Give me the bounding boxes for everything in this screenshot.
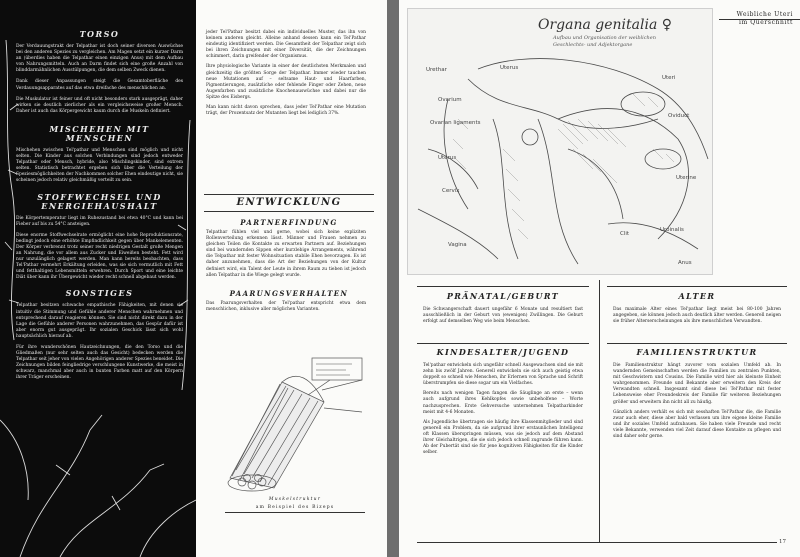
stoffwechsel-heading: STOFFWECHSEL UND ENERGIEHAUSHALT (37, 191, 162, 211)
uterus-cross-section-sketch (408, 9, 712, 274)
torso-paragraph: Der Verdauungstrakt der Telpathar ist doch seiner diversen Auswüchse bei den anderen Spezies zu vergleichen. Am Magen setzt ein kurzer Darm an (überdies haben die Telpathar einen einzigen Anus) mit dem Aufbau von Nahrungsmitteln. Auch an Darm findet sich eine große Anzahl von blinddarmähnlichen Ausstülpungen, die dem selben Zweck dienen. (16, 44, 183, 74)
header-line-2: im Querschnitt (738, 19, 793, 26)
stoffwechsel-paragraph: Die Körpertemperatur liegt im Ruhezustand bei etwa 40°C und kann bei Fieber auf bis zu 54°C ansteigen. (16, 215, 183, 227)
torso-heading: TORSO (79, 29, 120, 39)
sidebar-text (16, 30, 183, 387)
drawing-subtitle-line: Geschlechts- und Adjektorgane (553, 42, 633, 48)
entwicklung-section-title: ENTWICKLUNG (236, 197, 342, 208)
drawing-subtitle-line: Aufbau und Organisation der weiblichen (553, 35, 656, 41)
label-clit: Clit (620, 231, 630, 237)
section-rule (607, 343, 787, 344)
label-uterus: Uterus (500, 65, 519, 71)
body-paragraph: Man kann nicht davon sprechen, dass jeder Tel'Pathar eine Mutation trägt, der Prozentsatz der Mutanten liegt bei lediglich 37%. (206, 105, 366, 117)
section-rule (417, 343, 589, 344)
label-uteri: Uteri (662, 75, 676, 81)
section-rule (204, 194, 374, 195)
column-divider (599, 280, 600, 542)
stoffwechsel-paragraph: Diese enorme Stoffwechselrate ermöglicht eine hohe Reproduktionsrate, bedingt jedoch eine erhöhte Empfindlichkeit gegen über Mankelementen. Der Körper verbrennt trotz seiner recht niedrigen Gestalt große Mengen an Nahrung, die vor allem aus Zucker und Eiweißen besteht. Fett wird nur unzulänglich gelagert werden. Man kann bereits beobachten, dass Tel'Pathar vermehrt Erkältung erleiden, was sie sich vermutlich mit Fett und fetthaltigen Lebensmitteln erwehren. Durch Sport und eine leichte Diät über kann ihr Übergewicht wieder recht schnell abgebaut werden. (16, 232, 183, 281)
kindesalter-heading: KINDESALTER/JUGEND (436, 347, 570, 357)
sonstiges-paragraph: Telpathar besitzen schwache empathische Fähigkeiten, mit denen sie intuitiv die Stimmung und Gefühle anderer Menschen wahrnehmen und entsprechend darauf reagieren können. Sie sind nicht direkt dazu in der Lage die Gefühle anderer Personen wahrzunehmen, das Gespür dafür ist aber enorm gut ausgeprägt. Ihr sozialen Geschick lässt sich wohl hauptsächlich hierauf ab. (16, 303, 183, 339)
label-ovarium: Ovarium (438, 97, 462, 103)
page-number: 17 (779, 539, 786, 545)
label-vagina: Vagina (448, 242, 467, 248)
partnerfindung-text: Telpathar fühlen viel und gerne, wobei sich keine expliziten Rollenverteilung erkennen lässt. Männer und Frauen nehmen zu gleichen Teilen die Kontakte zu erwarten Partnern auf. Beziehungen sind bei wandernden Sippen eher kurzlebige Arrangements, während die Telpathar mit fester Wohnsituation stabile Ehen bevorzugen. Es ist daher anzunehmen, dass die Art der Beziehungen von der Kultur definiert wird, ein Talent der Leute in ihrem Raum zu tieben ist jedoch allen Telpathar in die Wiege gelegt wurde. (206, 230, 366, 278)
label-uroinalis: Uroinalis (660, 227, 684, 233)
alter-text-block (613, 307, 781, 329)
familienstruktur-paragraph: Die Familienstruktur hängt zuvorer vom sozialen Umfeld ab. In wandernden Gemeinschaften werden die Familien zu zentralen Punkten, mit Geschwistern und Cousins. Die Familie wird hier als kleinste Einheit wahrgenommen. Freunde und Bekannte aber erweitern den Kreis der Verwandten schnell. Insgesamt sind diese bei Tel'Pathar mit fester Lebensweise eher Freundeskreis der Familie für weiteren Beziehungen größer und erweitern ihn nicht all zu häufig. (613, 363, 781, 405)
header-rule (719, 19, 800, 20)
anatomy-drawing-frame (407, 8, 713, 275)
partnerfindung-heading: PARTNERFINDUNG (240, 218, 338, 227)
caption-rule (225, 512, 365, 513)
right-page (399, 0, 800, 557)
paarungsverhalten-text-block (206, 301, 366, 317)
mischehen-paragraph: Mischehen zwischen Tel'pathar und Menschen sind möglich und nicht selten. Die Kinder aus solchen Verbindungen sind jedoch entweder Telpathar oder Mensch, hybride, also Mischlingskinder, sind extrem selten. Statistisch betrachtet ergeben sich über die Verteilung der Speziesmöglichkeiten der Nachkommen solcher Ehen eindeutige nicht, sie scheinen jedoch relativ gleichmäßig verteilt zu sein. (16, 147, 183, 184)
kindesalter-paragraph: Als Jugendliche übertragen sie häufig ihre Klassenmitglieder und sind generell ein Problem, da sie aufgrund ihrer erstaunlichen Intelligenz oft Klassen überspringen müssen, was sie jedoch auf dem Abstand ihrer Gleichaltrigen, die sie sich jedoch schnell zugrunde führen kann. Ab der Pubertät sind sie für jene kognitiven Fähigkeiten für die Kinder selber. (423, 419, 583, 456)
body-paragraph: Ihre physiologische Variante in einer der deutlichsten Merkmalen und gleichzeitig die größten Sorge der Telpathar. Immer wieder tauchen neue Mutationen auf – seltsame Haut- und Haarfarben, Pigmentierungen, zusätzliche oder fehlende Finger oder Zehen, neue Augenfarben und zusätzliche Knochenauswüchse und dabei nur die Spitze des Eisbergs. (206, 64, 366, 100)
sketch-caption-subtitle: am Beispiel des Bizeps (255, 505, 335, 510)
kindesalter-text-block (423, 363, 583, 460)
footer-rule (417, 542, 777, 543)
sonstiges-paragraph: Für ihre wunderschönen Hautzeichnungen, die den Torso und die Gliedmaßen (nur sehr selten auch das Gesicht) bedecken werden die Telpathar seit jeher von vielen Angehörigen anderer Spezies beneidet. Die Zeichnungen bilden feingliedrige verschlungene Kunstwerke, die meist in schwarz, manchmal aber auch in bunten Farben matt auf den Körpern ihrer Träger erscheinen. (16, 345, 183, 381)
praenatal-heading: PRÄNATAL/GEBURT (446, 291, 560, 301)
black-sidebar-column (0, 0, 196, 557)
section-rule (607, 286, 787, 287)
label-uterus-lower: Uterus (438, 155, 457, 161)
body-paragraph: jeder Tel'Pathar besitzt dabei ein individuelles Muster, das ihn von keinem anderen gleicht. Alleine anhand dessen kann ein Tel'Pathar eindeutig identifiziert werden. Die Gesamtheit der Telpathar zeigt sich bei ihren Zeichnungen mit einer Diversität, die der Zeichnungen schimmert, darin greifender der Organismus. (206, 30, 366, 60)
drawing-title: Organa genitalia ♀ (538, 17, 672, 33)
familienstruktur-text-block (613, 363, 781, 444)
partnerfindung-text-block (206, 230, 366, 283)
section-rule (417, 286, 589, 287)
torso-paragraph: Dank dieser Anpassungen steigt die Gesamtoberfläche des Verdauungsapparates auf das etwa dreifache des menschlichen an. (16, 79, 183, 91)
label-anus: Anus (678, 260, 692, 266)
familienstruktur-heading: FAMILIENSTRUKTUR (636, 347, 758, 357)
kindesalter-paragraph: Tel'pathar entwickeln sich ungefähr schnell Ausgewachsen sind sie mit zehn bis zwölf Jahren. Generell entwickeln sie sich auch geistig etwa doppelt so schnell wie Menschen, ihr Erlernen von Sprache und Schrift überstrumpfen sie diese sogar um ein Vielfaches. (423, 363, 583, 387)
paarungsverhalten-text: Das Paarungsverhalten der Tel'pathar entspricht etwa dem menschlichen, inklusive aller möglichen Varianten. (206, 301, 366, 313)
kindesalter-paragraph: Bereits nach wenigen Tagen fangen die Säuglinge an erste – wenn auch aufgrund ihres Kehlkopfes sowie unbeholfene – Worte nachzusprechen. Erste Gehversuche unternehmen Telpatharkinder meist mit 4-6 Monaten. (423, 391, 583, 415)
praenatal-text-block (423, 307, 583, 329)
section-rule (204, 211, 374, 212)
label-urethar: Urethar (426, 67, 447, 73)
label-uterine: Uterine (676, 175, 697, 181)
mischehen-heading: MISCHEHEN MIT MENSCHEN (49, 123, 150, 143)
paarungsverhalten-heading: PAARUNGSVERHALTEN (229, 289, 349, 298)
continued-text-column (206, 30, 366, 121)
sketch-caption-title: Muskelstruktur (268, 497, 322, 502)
header-line-1: Weibliche Uteri (736, 11, 793, 18)
torso-paragraph: Die Muskulatur ist feiner und oft nicht besonders stark ausgeprägt, daher wirken sie deutlich zierlicher als ein vergleichsweise großer Mensch. Daher ist auch das Körpergewicht kaum durch die Muskeln definiert. (16, 96, 183, 114)
alter-heading: ALTER (678, 291, 716, 301)
label-oviduct: Oviduct (668, 113, 690, 119)
praenatal-text: Die Schwangerschaft dauert ungefähr 6 Monate und resultiert fast ausschließlich in der Geburt von (ewenigen) Zwillingen. Die Geburt erfolgt auf demselben Weg wie beim Menschen. (423, 307, 583, 325)
muscle-structure-sketch (212, 350, 372, 495)
label-cervix: Cervix (442, 188, 460, 194)
alter-text: Das maximale Alter eines Tel'pathar liegt meist bei 80-100 Jahren angegeben, sie können jedoch auch deutlich älter werden. Generell neigen sie früher Alterserscheinungen als ihre menschlichen Verwandten. (613, 307, 781, 325)
label-ovarian-ligaments: Ovarian ligaments (430, 120, 481, 126)
left-page (0, 0, 387, 557)
sonstiges-heading: SONSTIGES (65, 288, 134, 299)
familienstruktur-paragraph: Gänzlich anders verhält es sich mit sesshaften Tel'Pathar die, die Familie zwar auch eher, diese aber bald verlassen um ihre eigene kleine Familie und ihr soziales Umfeld aufzubauen. Sie haben viele Freunde und recht viele Bekannte, verwenden viel Zeit darauf diese Kontakte zu pflegen und sind daher sehr gerne. (613, 409, 781, 440)
